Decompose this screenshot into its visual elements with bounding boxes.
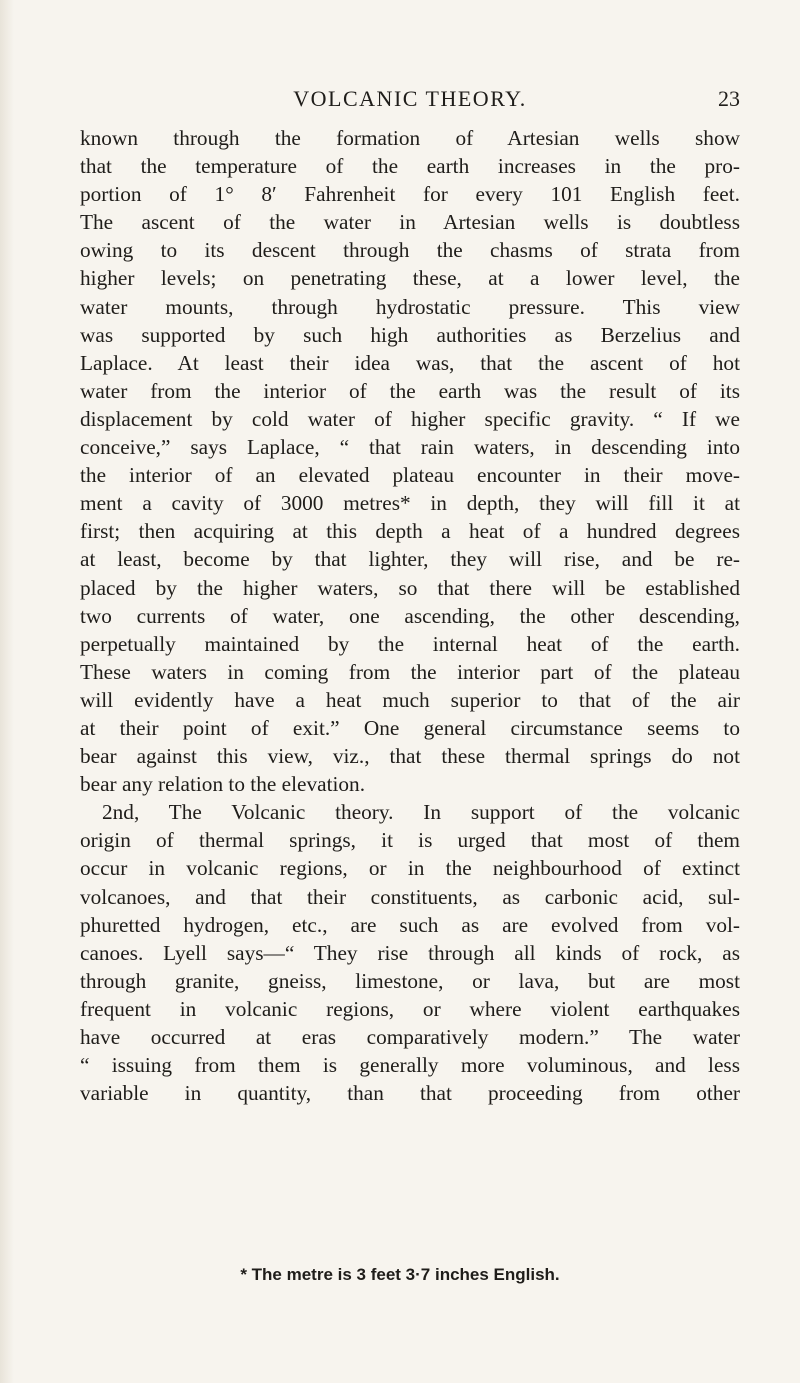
text-line: perpetually maintained by the internal heat of the earth. [80,631,740,656]
text-line: These waters in coming from the interior part of the plateau [80,659,740,684]
text-line: occur in volcanic regions, or in the neighbourhood of extinct [80,856,740,881]
text-line: at least, become by that lighter, they will rise, and be re- [80,547,740,572]
text-line: water from the interior of the earth was the result of its [80,378,740,403]
text-line: placed by the higher waters, so that there will be established [80,575,740,600]
footnote: * The metre is 3 feet 3·7 inches English. [240,1265,560,1284]
text-line: was supported by such high authorities as Berzelius and [80,322,740,347]
text-line: water mounts, through hydrostatic pressure. This view [80,294,740,319]
text-line: 2nd, The Volcanic theory. In support of the volcanic [102,800,740,825]
running-title: VOLCANIC THEORY. [293,86,527,111]
text-line: canoes. Lyell says—“ They rise through all kinds of rock, as [80,940,740,965]
text-line: owing to its descent through the chasms of strata from [80,238,740,263]
text-line: “ issuing from them is generally more voluminous, and less [80,1053,740,1078]
text-line: conceive,” says Laplace, “ that rain waters, in descending into [80,435,740,460]
text-line: through granite, gneiss, limestone, or lava, but are most [80,968,740,993]
text-line: ment a cavity of 3000 metres* in depth, they will fill it at [80,491,740,516]
text-line: have occurred at eras comparatively modern.” The water [80,1025,740,1049]
text-line: volcanoes, and that their constituents, as carbonic acid, sul- [80,884,740,909]
text-line: phuretted hydrogen, etc., are such as are evolved from vol- [80,912,740,937]
text-line: displacement by cold water of higher specific gravity. “ If we [80,406,740,431]
text-line: at their point of exit.” One general circumstance seems to [80,715,740,740]
text-line: will evidently have a heat much superior to that of the air [80,687,740,712]
text-line: Laplace. At least their idea was, that the ascent of hot [80,350,740,375]
text-line: origin of thermal springs, it is urged that most of them [80,828,740,853]
text-line: bear any relation to the elevation. [80,772,366,797]
body-text [80,124,740,1107]
text-line: the interior of an elevated plateau encounter in their move- [80,463,740,488]
page-spine-shadow [0,0,14,1383]
text-line: The ascent of the water in Artesian wells is doubtless [80,210,740,235]
text-line: that the temperature of the earth increases in the pro- [80,154,740,179]
text-line: two currents of water, one ascending, the other descending, [80,603,740,628]
text-line: bear against this view, viz., that these thermal springs do not [80,744,740,769]
text-line: frequent in volcanic regions, or where violent earthquakes [80,996,740,1021]
text-line: known through the formation of Artesian wells show [80,126,740,150]
text-line: portion of 1° 8′ Fahrenheit for every 101 English feet. [80,182,740,207]
page-number: 23 [718,86,740,111]
running-head [80,86,740,116]
text-line: higher levels; on penetrating these, at a lower level, the [80,266,740,291]
text-line: variable in quantity, than that proceeding from other [80,1081,740,1106]
text-line: first; then acquiring at this depth a heat of a hundred degrees [80,519,740,544]
